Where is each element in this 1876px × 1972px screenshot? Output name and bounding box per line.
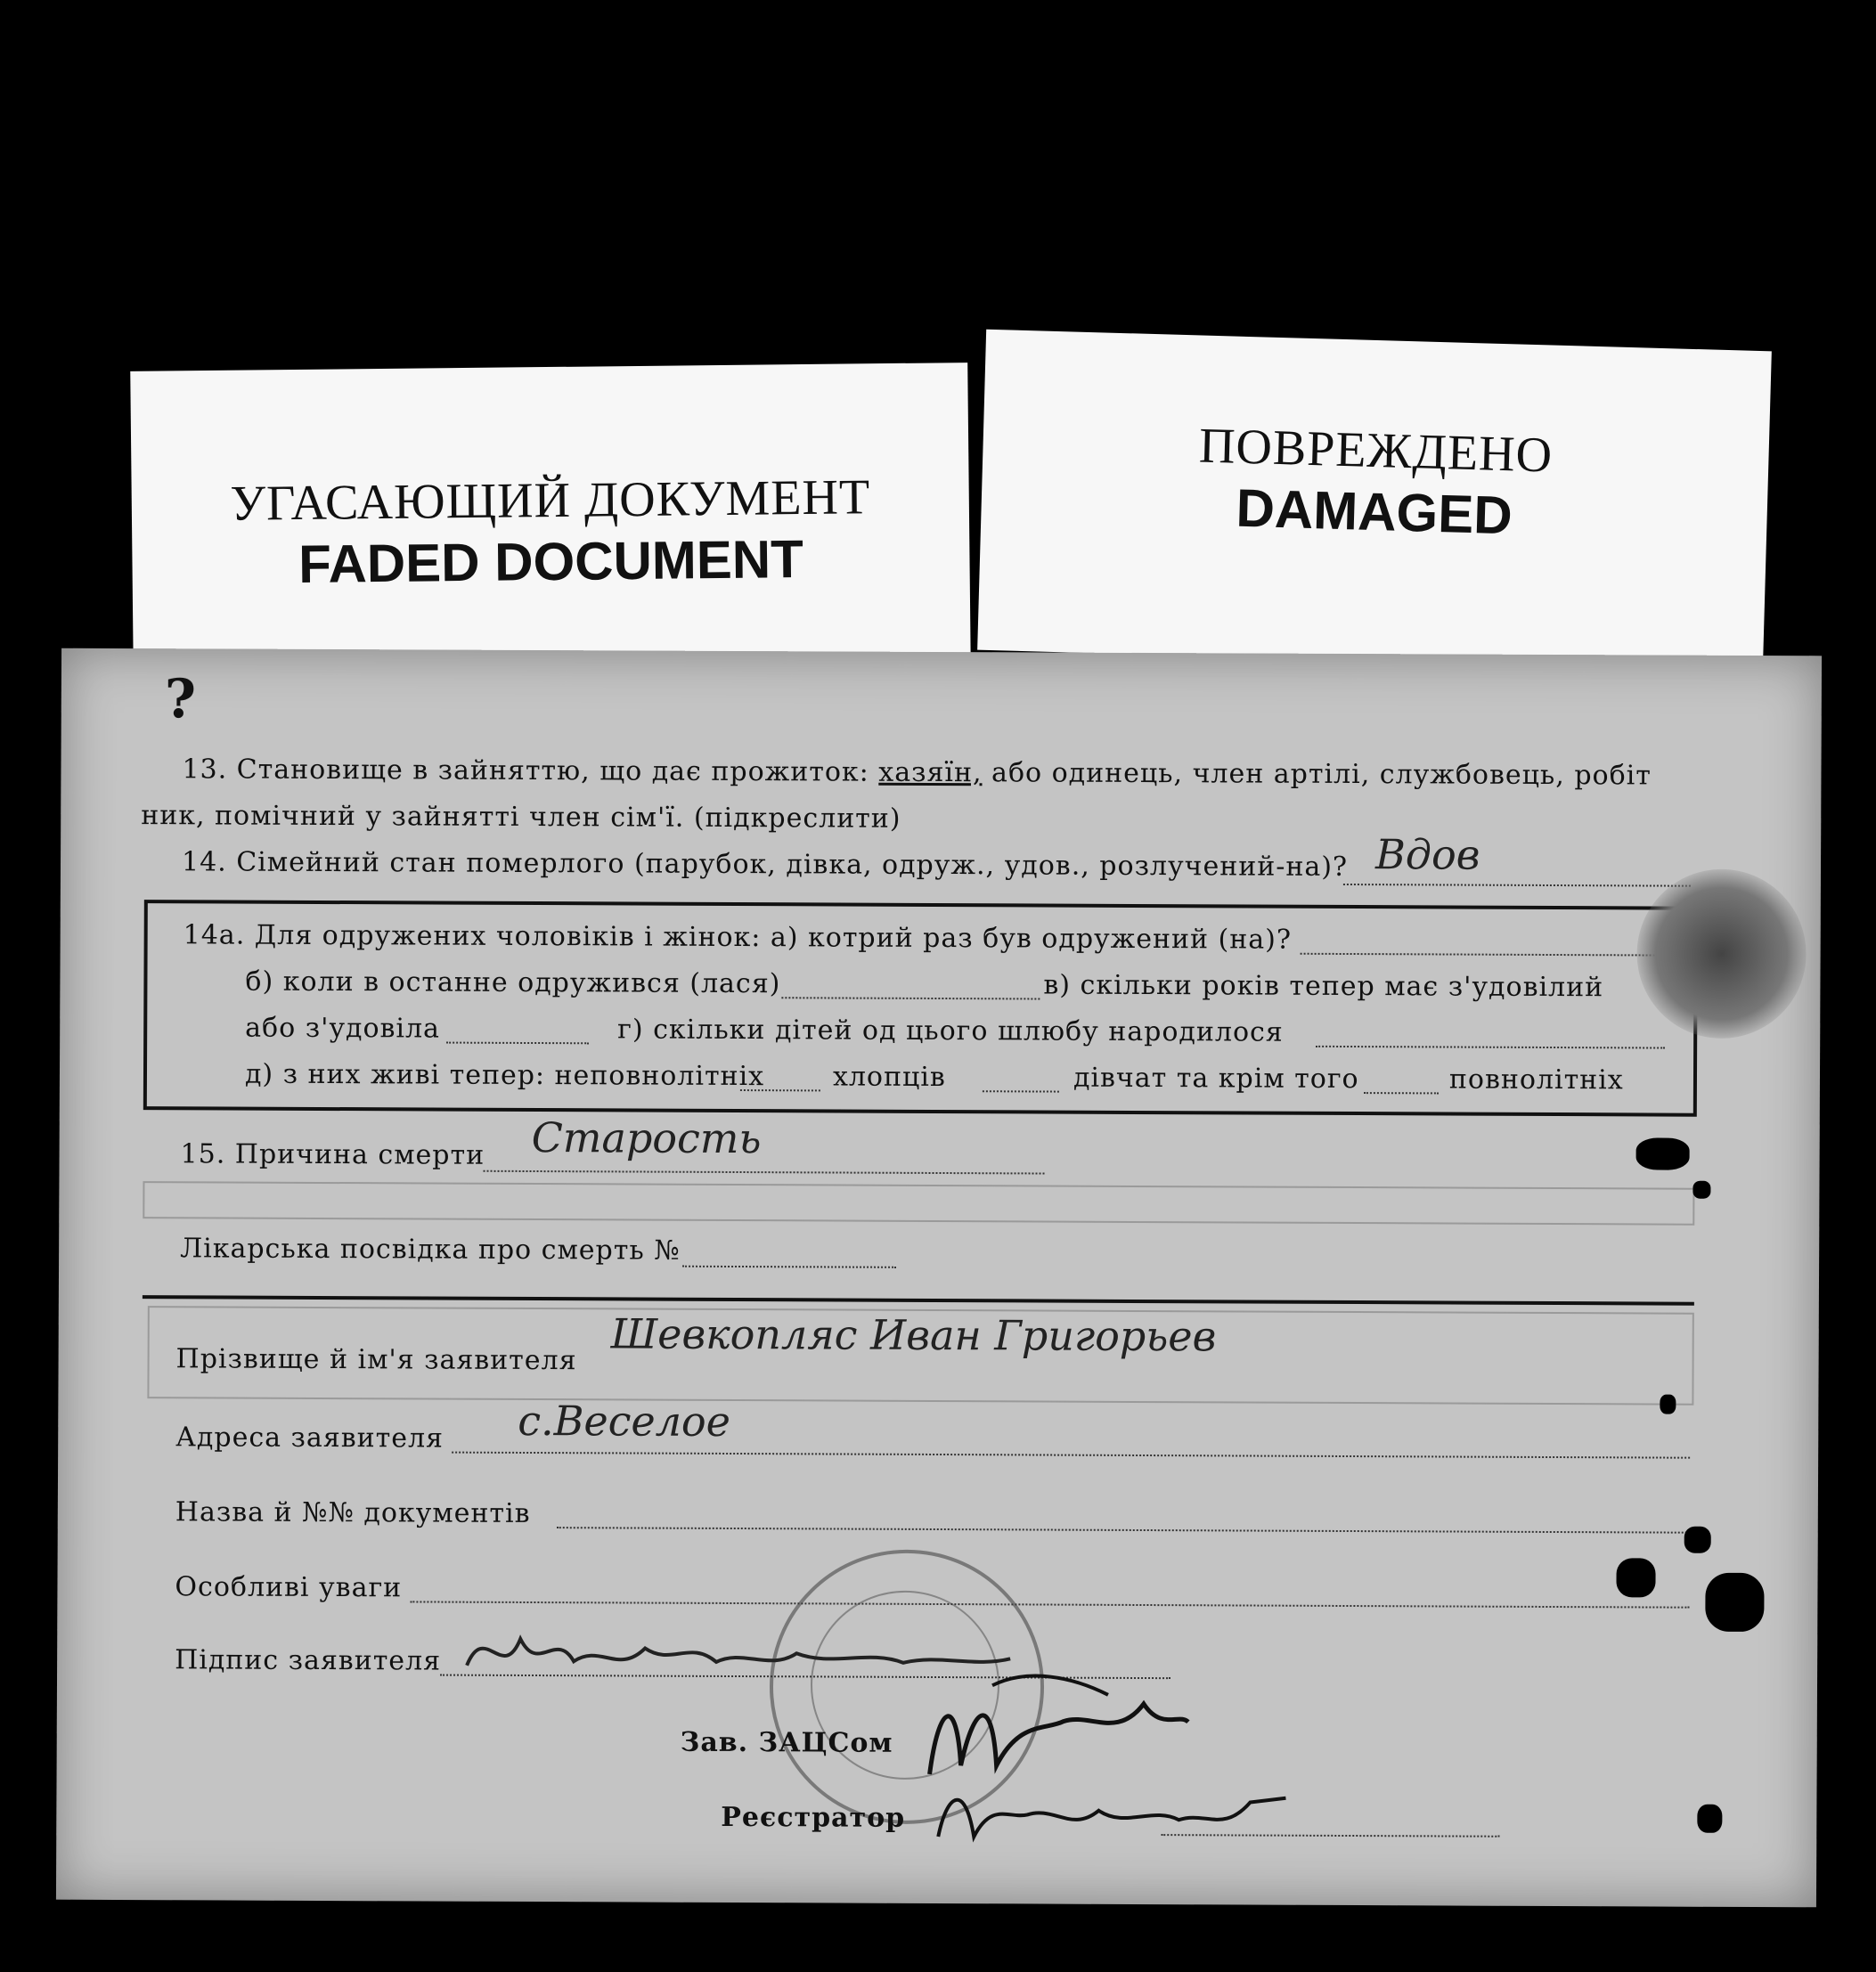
q13-underlined-owner: хазяїн, [878, 756, 983, 789]
q14a-d2-fill-line [983, 1090, 1059, 1092]
q14a-a-fill-line [1301, 953, 1666, 957]
corner-mark: ? [164, 668, 197, 731]
q13-line1 [182, 754, 1652, 791]
damaged-label-ru: ПОВРЕЖДЕНО [1198, 418, 1554, 484]
q13-line1-prefix: 13. Становище в зайняттю, що дає прожиток: [182, 754, 879, 788]
damage-hole [1692, 1181, 1710, 1199]
remarks-label: Особливі уваги [175, 1571, 403, 1604]
q14a-line-d1: д) з них живі тепер: неповнолітніх [244, 1058, 765, 1093]
applicant-address-label: Адреса заявителя [175, 1422, 445, 1455]
q14a-box [143, 900, 1698, 1117]
damage-hole [1660, 1395, 1676, 1414]
damaged-label-en: DAMAGED [1235, 477, 1513, 546]
faded-label-ru: УГАСАЮЩИЙ ДОКУМЕНТ [230, 469, 871, 532]
section-divider [143, 1295, 1694, 1306]
q14a-b-fill-line [781, 997, 1040, 999]
registrar-label: Реєстратор [721, 1801, 906, 1834]
q14-handwritten-value: Вдов [1374, 830, 1480, 879]
damage-hole [1684, 1527, 1711, 1553]
damage-hole [1636, 1137, 1690, 1169]
damage-hole [1697, 1805, 1722, 1833]
q14-fill-line [1343, 884, 1691, 887]
q14a-line-d2: хлопців [832, 1061, 946, 1094]
q14a-line-d4: повнолітніх [1448, 1063, 1624, 1096]
q14a-line-d3: дівчат та крім того [1073, 1062, 1359, 1096]
remarks-fill-line [410, 1601, 1689, 1608]
death-record-form [56, 648, 1822, 1908]
q15-label: 15. Причина смерти [180, 1138, 485, 1171]
q14a-line-c2: г) скільки дітей од цього шлюбу народилося [617, 1014, 1284, 1048]
q14-label: 14. Сімейний стан померлого (парубок, дівка, одруж., удов., розлучений-на)? [181, 846, 1349, 883]
q15-fill-line [484, 1170, 1045, 1175]
q13-line1-suffix: або одинець, член артілі, службовець, робіт [982, 757, 1652, 792]
documents-fill-line [557, 1527, 1690, 1534]
q14a-d1-fill-line [740, 1089, 820, 1091]
faded-document-label [130, 363, 971, 674]
q14a-line-b2: в) скільки років тепер має з'удовілий [1043, 969, 1604, 1004]
damage-hole [1705, 1573, 1764, 1632]
q14a-line-b1: б) коли в останне одружився (лася) [245, 966, 781, 1000]
q13-line2: ник, помічний у зайнятті член сім'ї. (підкреслити) [141, 800, 901, 835]
damaged-document-label [977, 330, 1772, 672]
applicant-name-label: Прізвище й ім'я заявителя [175, 1343, 577, 1377]
damage-hole [1616, 1558, 1655, 1597]
registrar-signature-drawing [929, 1765, 1303, 1865]
documents-label: Назва й №№ документів [175, 1496, 531, 1530]
q14a-c-fill-line [446, 1042, 589, 1045]
q14a-line-c1: або з'удовіла [245, 1012, 441, 1045]
stain-mark [1636, 868, 1807, 1039]
applicant-name-handwritten: Шевкопляс Иван Григорьев [610, 1309, 1217, 1361]
medical-certificate-fill-line [682, 1266, 896, 1268]
medical-certificate-label: Лікарська посвідка про смерть № [180, 1233, 681, 1267]
q14a-g-fill-line [1316, 1046, 1665, 1049]
faded-label-en: FADED DOCUMENT [298, 529, 804, 594]
q14a-line-a: 14а. Для одружених чоловіків і жінок: а) котрий раз був одружений (на)? [183, 919, 1293, 956]
q14a-d3-fill-line [1364, 1092, 1439, 1094]
applicant-address-handwritten: с.Веселое [518, 1396, 731, 1446]
q15-continuation-box [143, 1181, 1694, 1226]
applicant-address-fill-line [452, 1452, 1690, 1459]
applicant-signature-label: Підпис заявителя [175, 1644, 442, 1677]
q15-handwritten-value: Старость [531, 1113, 762, 1163]
head-registry-label: Зав. ЗАЦСом [680, 1726, 893, 1759]
